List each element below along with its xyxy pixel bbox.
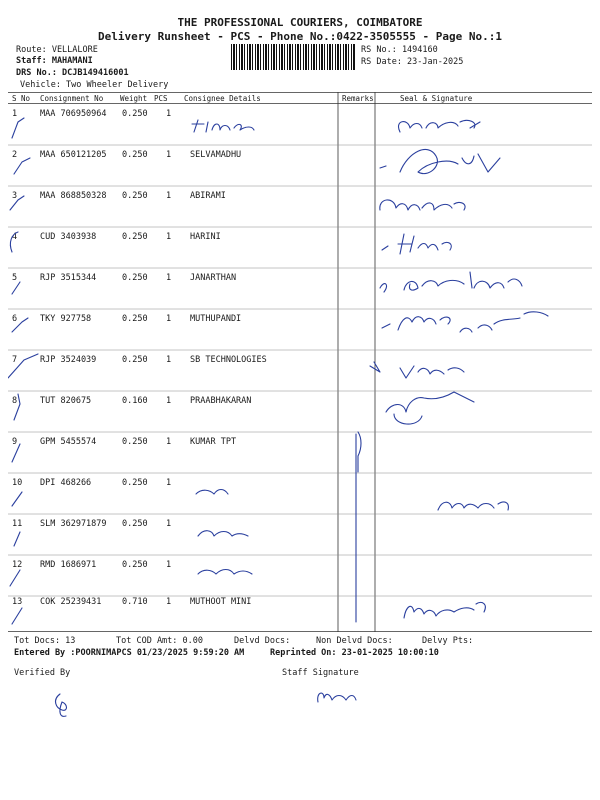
row-weight: 0.710 (122, 597, 148, 607)
handwritten-signatures (8, 92, 592, 632)
row-weight: 0.250 (122, 314, 148, 324)
row-consignment: MAA 706950964 (40, 109, 107, 119)
row-consignee: HARINI (190, 232, 221, 242)
non-delvd-docs: Non Delvd Docs: (316, 636, 393, 646)
row-sno: 2 (12, 150, 18, 160)
row-pcs: 1 (166, 355, 172, 365)
row-sno: 11 (12, 519, 23, 529)
row-pcs: 1 (166, 109, 172, 119)
row-pcs: 1 (166, 191, 172, 201)
row-pcs: 1 (166, 232, 172, 242)
reprinted-on: Reprinted On: 23-01-2025 10:00:10 (270, 648, 439, 658)
row-consignment: TUT 820675 (40, 396, 92, 406)
row-weight: 0.250 (122, 560, 148, 570)
row-pcs: 1 (166, 437, 172, 447)
rs-date: RS Date: 23-Jan-2025 (361, 57, 464, 67)
row-consignment: CUD 3403938 (40, 232, 97, 242)
row-consignee: SB TECHNOLOGIES (190, 355, 267, 365)
row-weight: 0.250 (122, 191, 148, 201)
row-weight: 0.250 (122, 109, 148, 119)
col-consignee-header: Consignee Details (184, 94, 261, 103)
staff-label: Staff: MAHAMANI (16, 56, 93, 66)
row-consignment: COK 25239431 (40, 597, 102, 607)
row-sno: 7 (12, 355, 18, 365)
row-consignee: MUTHOOT MINI (190, 597, 252, 607)
tot-cod-amt: Tot COD Amt: 0.00 (116, 636, 203, 646)
row-pcs: 1 (166, 478, 172, 488)
row-weight: 0.250 (122, 150, 148, 160)
row-consignment: MAA 650121205 (40, 150, 107, 160)
row-weight: 0.250 (122, 519, 148, 529)
row-sno: 12 (12, 560, 23, 570)
row-consignee: JANARTHAN (190, 273, 237, 283)
vehicle-label: Vehicle: Two Wheeler Delivery (20, 80, 169, 90)
col-consignment-header: Consignment No (40, 94, 104, 103)
row-sno: 6 (12, 314, 18, 324)
row-sno: 1 (12, 109, 18, 119)
tot-docs: Tot Docs: 13 (14, 636, 76, 646)
row-weight: 0.250 (122, 437, 148, 447)
col-sno-header: S No (12, 94, 31, 103)
row-consignment: RJP 3515344 (40, 273, 97, 283)
runsheet-table (8, 92, 592, 632)
row-sno: 9 (12, 437, 18, 447)
verified-by: Verified By (14, 668, 71, 678)
barcode (231, 44, 355, 70)
row-consignment: TKY 927758 (40, 314, 92, 324)
col-remarks-header: Remarks (342, 94, 374, 103)
row-consignment: RMD 1686971 (40, 560, 97, 570)
row-consignee: SELVAMADHU (190, 150, 242, 160)
row-pcs: 1 (166, 597, 172, 607)
row-consignee: PRAABHAKARAN (190, 396, 252, 406)
row-pcs: 1 (166, 314, 172, 324)
runsheet-subtitle: Delivery Runsheet - PCS - Phone No.:0422-3505555 - Page No.:1 (98, 30, 502, 43)
rs-number: RS No.: 1494160 (361, 45, 438, 55)
row-consignment: SLM 362971879 (40, 519, 107, 529)
row-weight: 0.250 (122, 273, 148, 283)
row-consignee: KUMAR TPT (190, 437, 237, 447)
row-consignee: MUTHUPANDI (190, 314, 242, 324)
col-pcs-header: PCS (154, 94, 168, 103)
row-pcs: 1 (166, 560, 172, 570)
row-pcs: 1 (166, 273, 172, 283)
route-label: Route: VELLALORE (16, 45, 98, 55)
row-sno: 10 (12, 478, 23, 488)
row-consignment: RJP 3524039 (40, 355, 97, 365)
company-title: THE PROFESSIONAL COURIERS, COIMBATORE (177, 16, 423, 29)
delvd-docs: Delvd Docs: (234, 636, 291, 646)
col-seal-header: Seal & Signature (400, 94, 473, 103)
row-weight: 0.250 (122, 355, 148, 365)
row-weight: 0.160 (122, 396, 148, 406)
row-sno: 8 (12, 396, 18, 406)
staff-signature-label: Staff Signature (282, 668, 359, 678)
row-consignee: ABIRAMI (190, 191, 226, 201)
row-pcs: 1 (166, 150, 172, 160)
row-sno: 4 (12, 232, 18, 242)
row-sno: 3 (12, 191, 18, 201)
row-pcs: 1 (166, 396, 172, 406)
row-sno: 13 (12, 597, 23, 607)
row-pcs: 1 (166, 519, 172, 529)
entered-by: Entered By :POORNIMAPCS 01/23/2025 9:59:20 AM (14, 648, 245, 658)
row-weight: 0.250 (122, 478, 148, 488)
delvy-pts: Delvy Pts: (422, 636, 474, 646)
row-consignment: MAA 868850328 (40, 191, 107, 201)
col-weight-header: Weight (120, 94, 148, 103)
drs-label: DRS No.: DCJB149416001 (16, 68, 129, 78)
row-sno: 5 (12, 273, 18, 283)
row-consignment: GPM 5455574 (40, 437, 97, 447)
row-consignment: DPI 468266 (40, 478, 92, 488)
row-weight: 0.250 (122, 232, 148, 242)
